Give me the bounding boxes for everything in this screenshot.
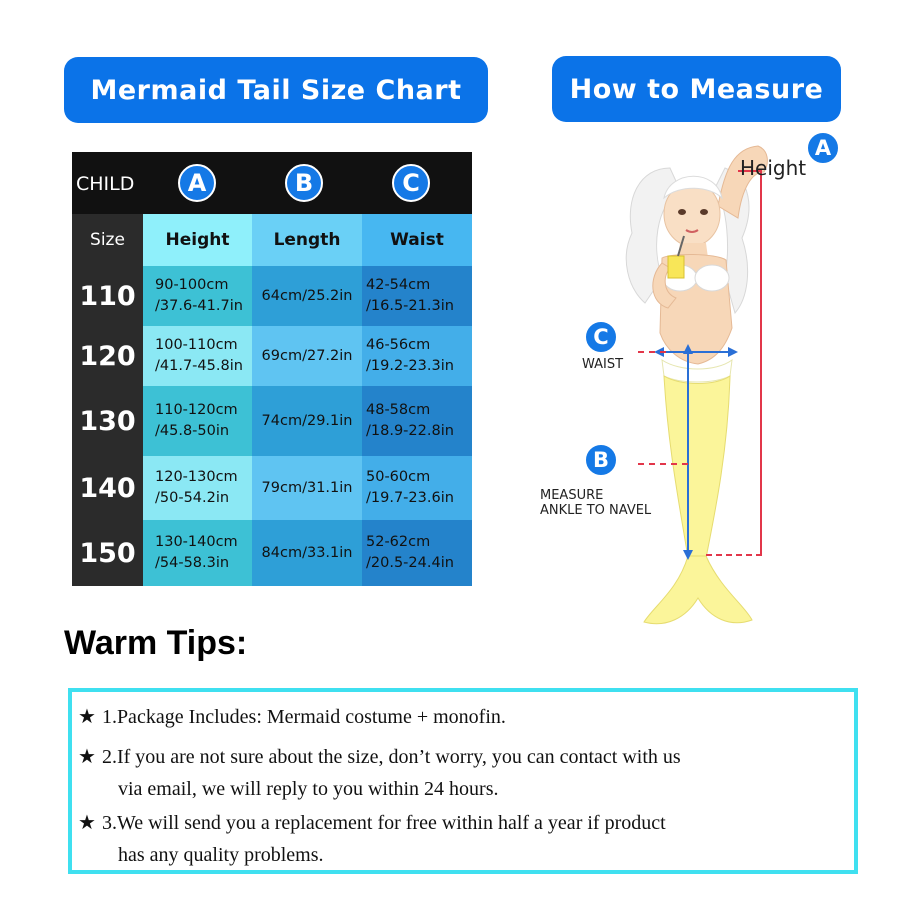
height-cell-line: 90-100cm bbox=[155, 277, 229, 293]
star-icon: ★ bbox=[78, 744, 96, 768]
height-cell bbox=[143, 326, 252, 386]
size-value: 130 bbox=[79, 405, 136, 437]
waist-cell bbox=[362, 326, 472, 386]
tip-text-1: 1.Package Includes: Mermaid costume + monofin. bbox=[101, 706, 506, 728]
waist-cell bbox=[362, 266, 472, 326]
length-label-line2: ANKLE TO NAVEL bbox=[540, 503, 652, 518]
waist-cell-line: 52-62cm bbox=[366, 534, 431, 550]
height-cell-line: 110-120cm bbox=[155, 402, 238, 418]
height-guide-line bbox=[760, 170, 762, 556]
height-marker: A bbox=[806, 131, 840, 165]
length-cell bbox=[252, 386, 362, 456]
length-cell-text: 79cm/31.1in bbox=[261, 479, 353, 496]
waist-cell-line: /16.5-21.3in bbox=[366, 298, 454, 314]
size-header: Size bbox=[90, 230, 125, 250]
waist-guide-line bbox=[638, 351, 666, 353]
size-value: 120 bbox=[79, 340, 136, 372]
waist-cell-line: /20.5-24.4in bbox=[366, 555, 454, 571]
tip-text-2: 2.If you are not sure about the size, don’t worry, you can contact with us bbox=[101, 746, 681, 768]
waist-cell bbox=[362, 386, 472, 456]
size-chart-banner: Mermaid Tail Size Chart bbox=[64, 57, 488, 123]
size-value: 140 bbox=[79, 472, 136, 504]
waist-label: WAIST bbox=[582, 357, 624, 372]
height-cell-line: /50-54.2in bbox=[155, 490, 230, 506]
length-cell bbox=[252, 326, 362, 386]
tip-item-3 bbox=[78, 810, 666, 835]
height-guide-bottom bbox=[706, 554, 762, 556]
length-label-line1: MEASURE bbox=[540, 488, 604, 503]
height-cell-line: /45.8-50in bbox=[155, 423, 230, 439]
star-icon: ★ bbox=[78, 810, 96, 834]
height-header: Height bbox=[143, 214, 252, 266]
tip-text-2-continued: via email, we will reply to you within 24 hours. bbox=[118, 778, 499, 800]
waist-marker: C bbox=[584, 320, 618, 354]
waist-cell bbox=[362, 456, 472, 520]
tip-text-3: 3.We will send you a replacement for free within half a year if product bbox=[101, 812, 666, 834]
size-value: 150 bbox=[79, 537, 136, 569]
warm-tips-box bbox=[68, 688, 858, 874]
length-header: Length bbox=[252, 214, 362, 266]
waist-cell-line: /18.9-22.8in bbox=[366, 423, 454, 439]
waist-cell-line: 42-54cm bbox=[366, 277, 431, 293]
height-cell bbox=[143, 386, 252, 456]
tip-text-3-continued: has any quality problems. bbox=[118, 844, 324, 866]
length-cell-text: 74cm/29.1in bbox=[261, 412, 353, 429]
length-cell bbox=[252, 456, 362, 520]
how-to-measure-banner: How to Measure bbox=[552, 56, 841, 122]
star-icon: ★ bbox=[78, 704, 96, 728]
mermaid-illustration bbox=[520, 128, 890, 648]
waist-header: Waist bbox=[362, 214, 472, 266]
height-cell-line: /41.7-45.8in bbox=[155, 358, 243, 374]
measure-figure bbox=[520, 128, 890, 648]
length-cell-text: 84cm/33.1in bbox=[261, 544, 353, 561]
height-cell bbox=[143, 456, 252, 520]
length-cell-text: 69cm/27.2in bbox=[261, 347, 353, 364]
length-cell bbox=[252, 266, 362, 326]
waist-cell-line: 48-58cm bbox=[366, 402, 431, 418]
waist-cell-line: /19.7-23.6in bbox=[366, 490, 454, 506]
height-cell bbox=[143, 520, 252, 586]
tip-item-2 bbox=[78, 744, 681, 769]
height-cell-line: /54-58.3in bbox=[155, 555, 230, 571]
length-cell bbox=[252, 520, 362, 586]
tip-item-1 bbox=[78, 704, 506, 729]
waist-cell bbox=[362, 520, 472, 586]
size-table bbox=[72, 152, 472, 586]
waist-cell-line: 50-60cm bbox=[366, 469, 431, 485]
height-cell-line: 120-130cm bbox=[155, 469, 238, 485]
warm-tips-title: Warm Tips: bbox=[64, 624, 248, 662]
waist-cell-line: /19.2-23.3in bbox=[366, 358, 454, 374]
length-marker: B bbox=[584, 443, 618, 477]
height-cell-line: 100-110cm bbox=[155, 337, 238, 353]
length-cell-text: 64cm/25.2in bbox=[261, 287, 353, 304]
height-label: Height bbox=[740, 156, 807, 180]
length-guide-line bbox=[638, 463, 688, 465]
height-cell bbox=[143, 266, 252, 326]
waist-cell-line: 46-56cm bbox=[366, 337, 431, 353]
column-b-marker: B bbox=[285, 164, 323, 202]
height-cell-line: 130-140cm bbox=[155, 534, 238, 550]
column-a-marker: A bbox=[178, 164, 216, 202]
height-cell-line: /37.6-41.7in bbox=[155, 298, 243, 314]
child-label: CHILD bbox=[76, 173, 135, 195]
column-c-marker: C bbox=[392, 164, 430, 202]
size-value: 110 bbox=[79, 280, 136, 312]
